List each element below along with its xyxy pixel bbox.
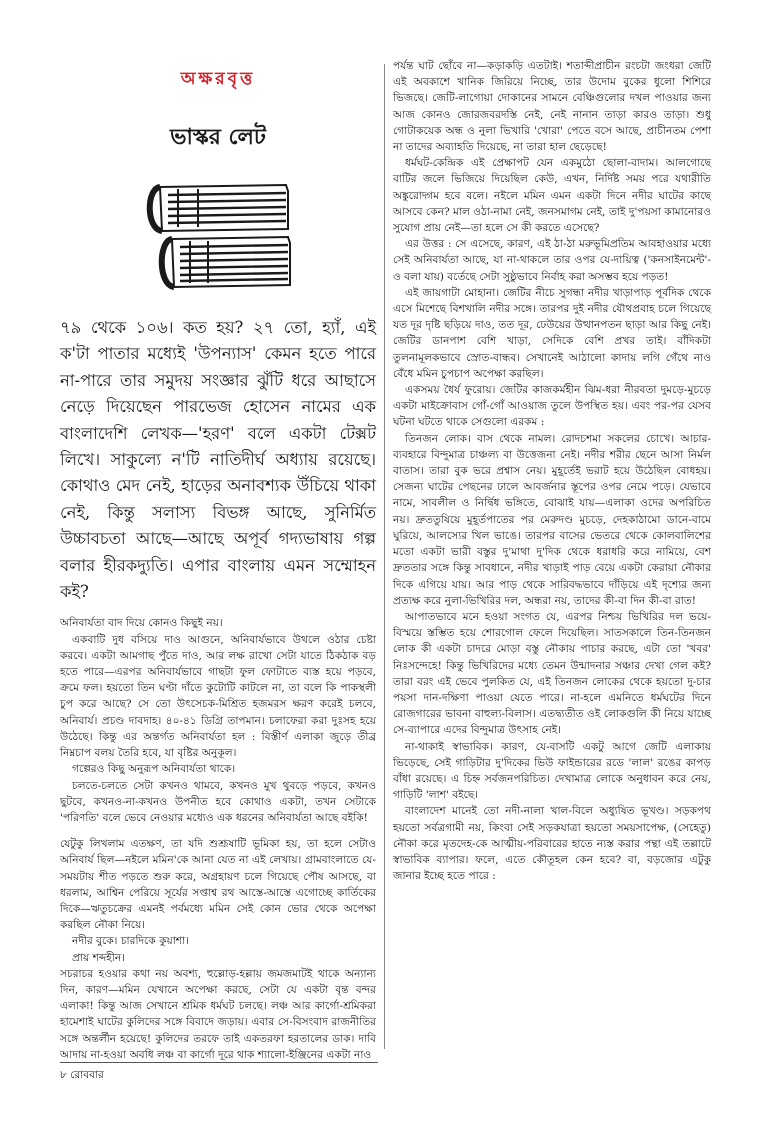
author-name: ভাস্কর লেট — [170, 124, 266, 150]
books-icon — [138, 177, 298, 301]
body-paragraph: অনিবার্যতা বাদ দিয়ে কোনও কিছুই নয়। — [60, 617, 223, 630]
body-paragraph: নদীর বুকে। চারদিকে কুয়াশা। — [72, 935, 189, 948]
column-separator — [384, 64, 385, 1049]
body-paragraph: ধর্মঘট-কেন্দ্রিক এই প্রেক্ষাপট যেন একমুঠো ছোলা-বাদাম। আলগোছে বাটির জলে ভিজিয়ে দিয়েছিল কেউ, এখন, নির্দিষ্ট সময় পরে যথারীতি অঙ্কুরোদ্গম হবে বলে। নইলে মমিন এমন একটা দিনে নদীর ঘাটের কাছে আসবে কেন? মাল ওঠা-নামা নেই, জনসমাগম নেই, তাই দু'পয়সা কামানোরও সুযোগ প্রায় নেই—তা হলে সে কী করতে এসেছে? — [393, 157, 711, 235]
page-folio: ৮ রোববার — [60, 1069, 104, 1081]
right-column — [393, 58, 711, 884]
body-paragraph: পর্যন্ত ঘাট ছোঁবে না—কড়াকড়ি এতটাই। শতাব্দীপ্রাচীন রংচটা জংধরা জেটি এই অবকাশে খানিক জিরিয়ে নিচ্ছে, তার উদোম বুকের ধুলো শিশিরে ভিজছে। জেটি-লাগোয়া দোকানের সামনে বেঞ্চিগুলোর দখল পাওয়ার জন্য আজ কোনও জোরজবরদস্তি নেই, নেই নানান তাড়া কারও তাড়া। শুধু গোটাকয়েক অন্ধ ও নুলা ভিখারি 'খোরা' পেতে বসে আছে, প্রাচীনতম পেশা না তাদের অব্যাহতি দিয়েছে, না তারা হাল ছেড়েছে! — [393, 60, 711, 154]
books-illustration — [60, 173, 376, 305]
body-paragraph: গল্পেরও কিছু অনুরূপ অনিবার্যতা থাকে। — [72, 763, 236, 776]
body-paragraph: এই জায়গাটা মোহানা। জেটির নীচে সুগন্ধা নদীর খাড়াপাড় পূর্বদিক থেকে এসে মিশেছে বিশখালি নদীর সঙ্গে। তারপর দুই নদীর যৌথপ্রবাহ চলে গিয়েছে যত দূর দৃষ্টি ছড়িয়ে দাও, তত দূর, ঢেউয়ের উত্থানপতন ছাড়া আর কিছু নেই। জেটির ডানপাশ বেশি খাড়া, সেদিকে বেশি প্রখর তাই। বাঁদিকটা তুলনামূলকভাবে স্রোত-বান্ধব। সেখানেই আঠালো কাদায় লগি গেঁথে নাও বেঁধে মমিন চুপচাপ অপেক্ষা করছিল। — [393, 286, 711, 380]
body-paragraph: চলতে-চলতে সেটা কখনও থামবে, কখনও মুখ থুবড়ে পড়বে, কখনও ছুটবে, কখনও-না-কখনও উপনীত হবে কোথাও একটা, তখন সেটাকে 'পরিণতি' বলে ভেবে নেওয়ার মধ্যেও এক ধরনের অনিবার্যতা আছে বইকি! — [60, 779, 376, 824]
body-paragraph: তিনজন লোক। বাস থেকে নামল। রোদচশমা সকলের চোখে। আচার-ব্যবহারে বিন্দুমাত্র চাঞ্চল্য বা উত্তেজনা নেই। নদীর শরীর ছেনে আসা নির্মল বাতাস। তারা বুক ভরে প্রশ্বাস নেয়। মুহূর্তেই ভরাট হয়ে উঠেছিল বোধহয়। সেজন্য ঘাটের পেছনের ঢালে আবর্জনার স্তূপের ওপর নেমে পড়ে। যেভাবে নামে, সাবলীল ও নির্দ্বিধ ভঙ্গিতে, বোঝাই যায়—এলাকা ওদের অপরিচিত নয়। দ্রুততুষিয়ে মুহূর্তপাতের পর মেরুদণ্ড মুচড়ে, দেহকাঠামো ডানে-বামে ঘুরিয়ে, আলস্যের খিল ভাঙে। তারপর বাসের ভেতরে থেকে কোলবালিশের মতো একটা ভারী বস্তুর দু'মাথা দু'দিক থেকে ধরাধরি করে নামিয়ে, বেশ দ্রুততার সঙ্গে কিন্তু সাবধানে, নদীর খাড়াই পাড় বেয়ে একটা কেরায়া নৌকার দিকে এগিয়ে যায়। আর পাড় থেকে সারিবদ্ধভাবে দাঁড়িয়ে এই দৃশ্যের জন্য প্রত্যক্ষ করে নুলা-ভিখিরির দল, অন্ধরা নয়, তাদের কী-বা দিন কী-বা রাত! — [393, 432, 711, 607]
body-paragraph: একসময় ধৈর্য ফুরোয়। জেটির কাজকর্মহীন ঝিম-ধরা নীরবতা দুমড়ে-মুচড়ে একটা মাইক্রোবাস গোঁ-গোঁ আওয়াজ তুলে উপস্থিত হয়। এবং পর-পর যেসব ঘটনা ঘটতে থাকে সেগুলো এরকম : — [393, 384, 711, 429]
lead-paragraph: ৭৯ থেকে ১০৬। কত হয়? ২৭ তো, হ্যাঁ, এই ক'টা পাতার মধ্যেই 'উপন্যাস' কেমন হতে পারে না-পারে তার সমুদয় সংজ্ঞার ঝুঁটি ধরে আছাসে নেড়ে দিয়েছেন পারভেজ হোসেন নামের এক বাংলাদেশি লেখক—'হরণ' বলে একটা টেক্সট লিখে। সাকুল্যে ন'টি নাতিদীর্ঘ অধ্যায় রয়েছে। কোথাও মেদ নেই, হাড়ের অনাবশ্যক উঁচিয়ে থাকা নেই, কিন্তু সলাস্য বিভঙ্গ আছে, সুনির্মিত উচ্চাবচতা আছে—আছে অপূর্ব গদ্যভাষায় গল্প বলার হীরকদ্যুতি। এপার বাংলায় এমন সম্মোহন কই? — [60, 318, 376, 602]
body-paragraph: এর উত্তর : সে এসেছে, কারণ, এই ঠা-ঠা মরুভূমিপ্রতিম আবহাওয়ার মধ্যে সেই অনিবার্যতা আছে, যা না-থাকলে তার ওপর যে-দায়িত্ব ('কনসাইনমেন্ট'-ও বলা যায়) বর্তেছে সেটা সুষ্ঠুভাবে নির্বাহ করা অসম্ভব হয়ে পড়ত! — [393, 238, 711, 283]
column-title: অক্ষরবৃত্ত — [180, 69, 256, 89]
body-paragraph: যেটুকু লিখলাম এতক্ষণ, তা যদি শুশ্রূষাটি ভূমিকা হয়, তা হলে সেটাও অনিবার্য ছিল—নইলে মমিন'কে আনা যেত না এই লেখায়। গ্রামবাংলাতে যে-সময়টায় শীত পড়তে শুরু করে, অগ্রহায়ণ চলে গিয়েছে পৌষ আসছে, বা ধরলাম, আশ্বিন পেরিয়ে সূর্যের সপ্তাশ্ব রথ আস্তে-আস্তে এগোচ্ছে কার্তিকের দিকে—ঋতুচক্রের এমনই পর্বমধ্যে মমিন সেই কোন ভোর থেকে অপেক্ষা করছিল নৌকা নিয়ে। — [60, 838, 376, 932]
body-paragraph: বাংলাদেশ মানেই তো নদী-নালা খাল-বিলে অধ্যুষিত ভূখণ্ড। সড়কপথ হয়তো সর্বত্রগামী নয়, কিংবা সেই সড়কযাত্রা হয়তো সময়সাপেক্ষ, (সেহেতু) নৌকা করে মৃতদেহ-কে আত্মীয়-পরিবারের হাতে ন্যস্ত করার পন্থা এই তল্লাটে স্বাভাবিক ব্যাপার। ফলে, এতে কৌতূহল কেন হবে? বা, বড়জোর এটুকু জানার ইচ্ছে হতে পারে : — [393, 805, 711, 883]
body-paragraph: একবাটি দুধ বসিয়ে দাও আগুনে, অনিবার্যভাবে উথলে ওঠার চেষ্টা করবে। একটা আমগাছ পুঁতে দাও, আর লক্ষ রাখো সেটা যাতে ঠিকঠাক বড় হতে পারে—এরপর অনিবার্যভাবে গাছটা ফুল ফোটাতে ব্যস্ত হয়ে পড়বে, ক্রমে ফল। হয়তো তিন ঘণ্টা দাঁতে কুটোটি কাটলে না, তা বলে কি পাকস্থলী চুপ করে আছে? সে তো উৎসেচক-মিশ্রিত হজমরস ক্ষরণ করেই চলবে, অনিবার্য। প্রচণ্ড দাবদাহ। ৪০-৪১ ডিগ্রি তাপমান। চলাফেরা করা দুঃসহ হয়ে উঠেছে। কিন্তু এর অন্তর্গত অনিবার্যতা হল : বিস্তীর্ণ এলাকা জুড়ে তীব্র নিম্নচাপ বলয় তৈরি হবে, যা বৃষ্টির অনুকূল। — [60, 633, 376, 760]
body-paragraph: প্রায় শব্দহীন। — [72, 951, 126, 964]
body-paragraph: না-থাকাই স্বাভাবিক। কারণ, যে-বাসটি একটু আগে জেটি এলাকায় ভিড়েছে, সেই গাড়িটার দু'দিকের ভিউ ফাইন্ডারের রডে 'লাল' রঙের কাপড় বাঁধা রয়েছে। এ চিহ্ন সর্বজনপরিচিত। দেখামাত্র লোকে অনুধাবন করে নেয়, গাড়িটি 'লাশ' বইছে। — [393, 740, 711, 802]
left-body-text — [60, 615, 376, 1062]
left-column — [60, 58, 376, 1063]
body-paragraph: সচরাচর হওয়ার কথা নয় অবশ্য, হুল্লোড়-হল্লায় জমজমাটই থাকে অন্যান্য দিন, কারণ—মমিন যেখানে অপেক্ষা করছে, সেটা যে একটা বৃন্ত বন্দর এলাকা! কিন্তু আজ সেখানে শ্রমিক ধর্মঘট চলছে। লঞ্চ আর কার্গো-শ্রমিকরা হামেশাই ঘাটের কুলিদের সঙ্গে বিবাদে জড়ায়। এবার সে-বিসংবাদ রাজনীতির সঙ্গে অন্তর্লীন হয়েছে! কুলিদের তরফে তাই একতরফা হরতালের ডাক। দাবি আদায় না-হওয়া অবধি লঞ্চ বা কার্গো দূরে থাক শ্যালো-ইঞ্জিনের একটা নাও — [60, 967, 376, 1061]
footer-rule — [60, 1062, 378, 1063]
right-body-text — [393, 58, 711, 884]
body-paragraph: আপাতভাবে মনে হওয়া সংগত যে, এরপর নিশ্চয় ভিখিরির দল ভয়ে-বিস্ময়ে স্তম্ভিত হয়ে শোরগোল ফেলে দিয়েছিল। সাতসকালে তিন-তিনজন লোক কী একটা চাদরে মোড়া বস্তু নৌকায় পাচার করছে, এটা তো 'খবর' নিঃসন্দেহে! কিন্তু ভিখিরিদের মধ্যে তেমন উন্মাদনার সঞ্চার দেখা গেল কই? তারা বরং এই ভেবে পুলকিত যে, এই তিনজন লোকের থেকে হয়তো দু-চার পয়সা দান-দক্ষিণা পাওয়া যেতে পারে। না-হলে এমনিতে ধর্মঘটের দিনে রোজগারের ভাবনা বাহুল্য-বিলাস। এতদ্ব্যতীত ওই লোকগুলি কী নিয়ে যাচ্ছে সে-ব্যাপারে এদের বিন্দুমাত্র উৎসাহ নেই। — [393, 610, 711, 737]
